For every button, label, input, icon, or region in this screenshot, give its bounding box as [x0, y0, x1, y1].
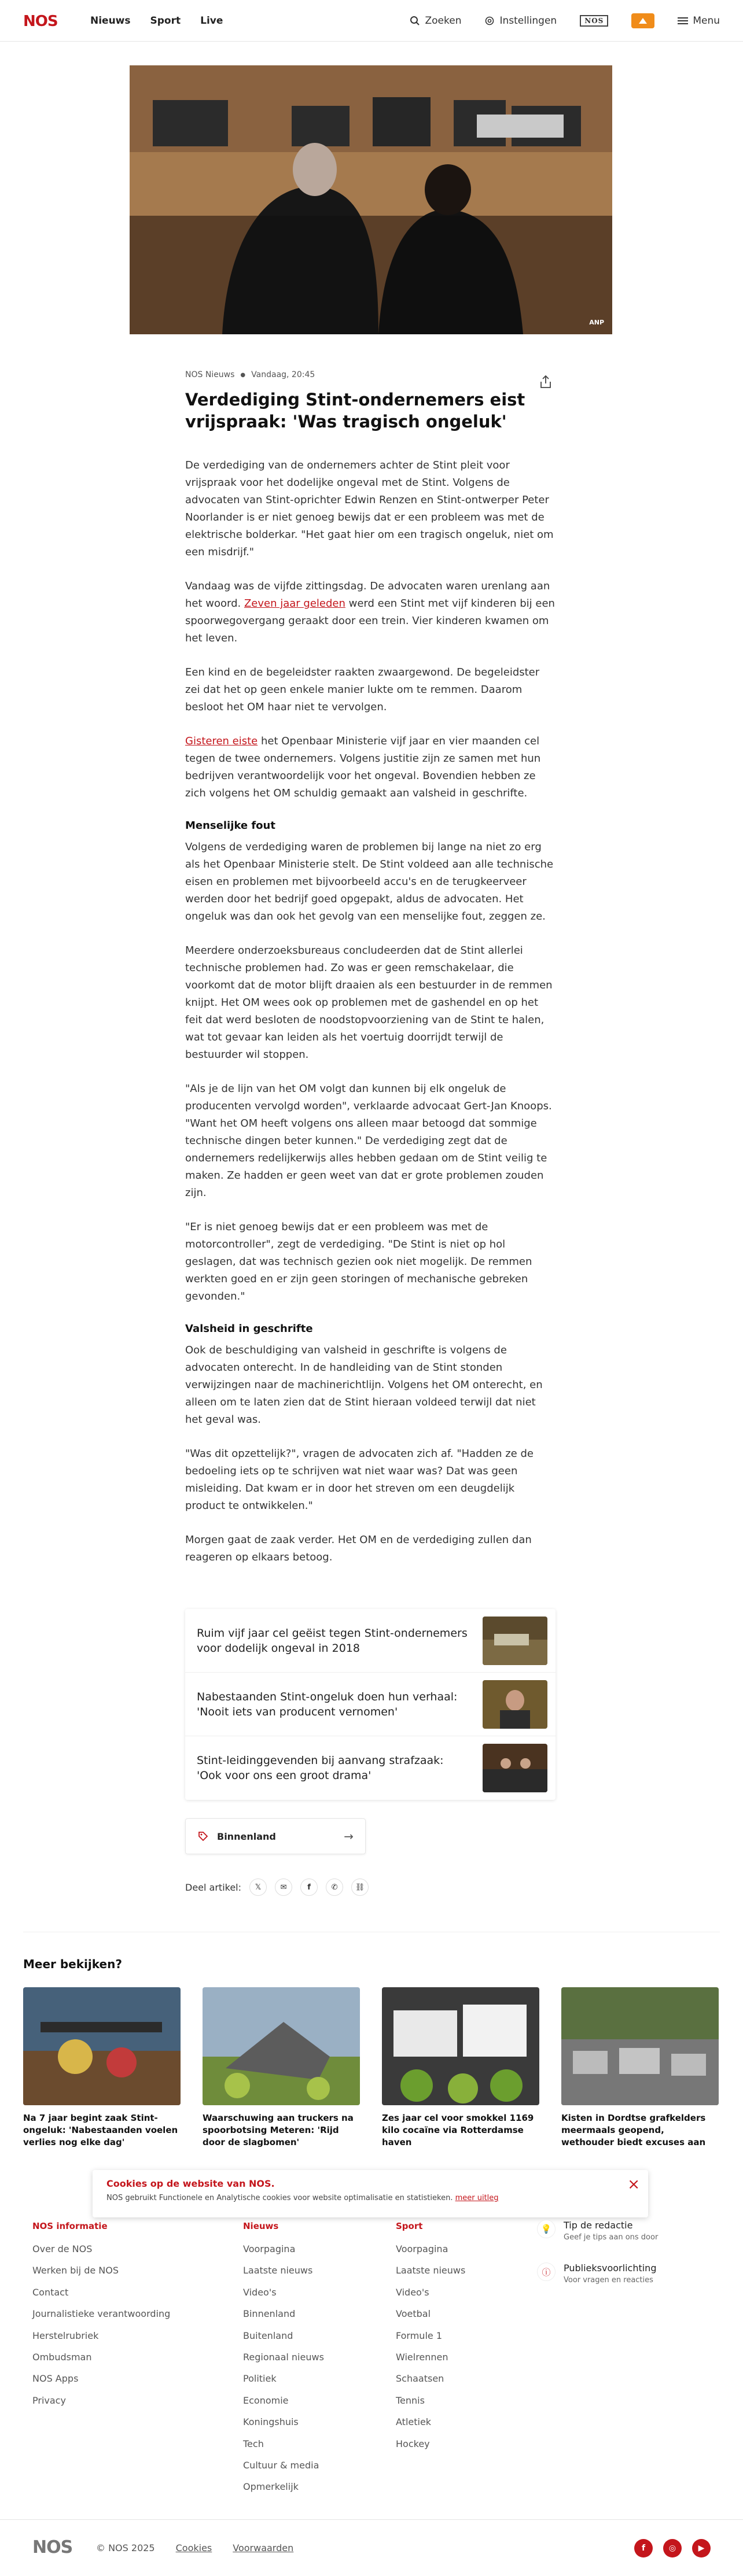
hero-image	[130, 65, 612, 334]
subheading-menselijke-fout: Menselijke fout	[185, 820, 275, 832]
footer-link[interactable]: Journalistieke verantwoording	[32, 2308, 171, 2320]
footer-link[interactable]: Hockey	[396, 2438, 430, 2449]
related-thumbnail	[483, 1744, 547, 1792]
footer-link[interactable]: Voetbal	[396, 2308, 431, 2320]
paragraph-5: Volgens de verdediging waren de problemen bij lange na niet zo erg als het Openbaar Ministerie stelt. De Stint voldeed aan alle technische eisen en problemen met bijvoorbeeld accu's en de terugkeerveer werden door het bedrijf goed opgepakt, aldus de advocaten. Het ongeluk was dan ook het gevolg van een menselijke fout, zeggen ze.	[185, 841, 554, 922]
cookie-text: NOS gebruikt Functionele en Analytische cookies voor website optimalisatie en statistieken.	[106, 2194, 453, 2202]
footer-link[interactable]: Video's	[243, 2286, 277, 2298]
search-icon	[410, 16, 420, 26]
gear-icon	[484, 16, 495, 26]
footer-link[interactable]: Laatste nieuws	[396, 2265, 466, 2276]
hamburger-icon	[678, 17, 688, 25]
paragraph-2-text-a: Vandaag was de vijfde zittingsdag. De advocaten waren urenlang aan het woord.	[185, 580, 550, 610]
footer-link[interactable]: Binnenland	[243, 2308, 296, 2320]
paragraph-2-text-b: werd een Stint met vijf kinderen bij een spoorwegovergang geraakt door een trein. Vier kinderen kwamen om het leven.	[185, 597, 555, 644]
related-title: Stint-leidinggevenden bij aanvang strafzaak: 'Ook voor ons een groot drama'	[197, 1754, 444, 1782]
more-heading: Meer bekijken?	[23, 1957, 122, 1971]
tag-label: Binnenland	[217, 1830, 276, 1842]
cookie-more-link[interactable]: meer uitleg	[455, 2194, 499, 2202]
cookies-link[interactable]: Cookies	[175, 2542, 212, 2553]
youtube-icon[interactable]: ▶	[692, 2539, 711, 2557]
link-gisteren-eiste[interactable]: Gisteren eiste	[185, 735, 258, 747]
courtroom-photo	[130, 65, 612, 334]
cookie-banner	[93, 2170, 648, 2217]
footer-link[interactable]: Buitenland	[243, 2330, 293, 2341]
copyright: © NOS 2025	[96, 2542, 155, 2553]
footer-link[interactable]: Herstelrubriek	[32, 2330, 99, 2341]
footer-nos-logo[interactable]	[32, 2538, 79, 2558]
footer-col-sport	[396, 2221, 465, 2455]
menu-label: Menu	[693, 14, 720, 27]
info-icon: ⓘ	[537, 2263, 556, 2281]
menu-button[interactable]	[678, 15, 720, 27]
nos-logo-mark	[32, 2538, 79, 2556]
footer-link[interactable]: Regionaal nieuws	[243, 2352, 324, 2363]
tag-icon	[197, 1830, 209, 1842]
card-title: Kisten in Dordtse grafkelders meermaals geopend, wethouder biedt excuses aan	[561, 2113, 706, 2147]
paragraph-11: Morgen gaat de zaak verder. Het OM en de verdediging zullen dan reageren op elkaars betoog.	[185, 1534, 532, 1563]
terms-link[interactable]: Voorwaarden	[233, 2542, 294, 2553]
paragraph-7: "Als je de lijn van het OM volgt dan kunnen bij elk ongeluk de producenten vervolgd worden", verklaarde advocaat Gert-Jan Knoops. "Want het OM heeft volgens ons alleen maar betoogd dat sommige technische dingen beter kunnen." De verdediging zegt dat de ondernemers redelijkerwijs alles hebben gedaan om de Stint veilig te maken. Ze hadden er geen weet van dat er grote problemen zouden zijn.	[185, 1083, 552, 1199]
tip-redactie-link[interactable]	[537, 2220, 658, 2242]
footer-link[interactable]: Ombudsman	[32, 2352, 92, 2363]
related-thumbnail	[483, 1617, 547, 1665]
spark-icon	[638, 17, 648, 25]
footer-link[interactable]: Politiek	[243, 2373, 277, 2385]
lightbulb-icon: 💡	[537, 2220, 556, 2238]
nos-badge-link[interactable]: NOS	[580, 15, 608, 27]
main-nav	[90, 15, 223, 27]
article-title: Verdediging Stint-ondernemers eist vrijspraak: 'Was tragisch ongeluk'	[185, 390, 525, 431]
footer-link[interactable]: Over de NOS	[32, 2243, 93, 2254]
footer-tips	[537, 2220, 658, 2305]
paragraph-9: Ook de beschuldiging van valsheid in geschrifte is volgens de advocaten onterecht. In de handleiding van de Stint stonden verwijzingen naar de machinerichtlijn. Volgens het OM onterecht, en alleen om te laten zien dat de Stint hieraan voldeed terwijl dat niet het geval was.	[185, 1344, 543, 1426]
footer-heading: Sport	[396, 2221, 423, 2231]
more-card[interactable]	[561, 1987, 719, 2149]
publieksvoorlichting-link[interactable]	[537, 2263, 658, 2285]
share-whatsapp-button[interactable]	[326, 1879, 343, 1896]
tip-title: Tip de redactie	[564, 2220, 633, 2231]
footer-link[interactable]: Laatste nieuws	[243, 2265, 313, 2276]
meta-separator: ●	[240, 371, 246, 378]
footer-bottom	[0, 2519, 743, 2576]
card-image	[203, 1987, 360, 2105]
card-image	[23, 1987, 181, 2105]
article-date: Vandaag, 20:45	[251, 370, 315, 379]
search-button[interactable]	[410, 15, 461, 27]
svg-text:NOS: NOS	[32, 2538, 73, 2556]
footer-link[interactable]: Werken bij de NOS	[32, 2265, 119, 2276]
footer-link[interactable]: Voorpagina	[243, 2243, 296, 2254]
more-card[interactable]	[382, 1987, 539, 2149]
arrow-right-icon: →	[344, 1829, 354, 1843]
related-item[interactable]	[185, 1736, 556, 1800]
footer-link[interactable]: Opmerkelijk	[243, 2481, 299, 2493]
close-icon[interactable]: ×	[627, 2176, 640, 2193]
nav-sport[interactable]: Sport	[150, 14, 181, 27]
paragraph-1: De verdediging van de ondernemers achter de Stint pleit voor vrijspraak voor het dodelijke ongeval met de Stint. Volgens de advocaten van Stint-oprichter Edwin Renzen en Stint-ontwerper Peter Noorlander is er niet genoeg bewijs dat er een probleem was met de elektrische bolderkar. "Het gaat hier om een tragisch ongeluk, niet om een misdrijf."	[185, 459, 554, 558]
more-card[interactable]	[203, 1987, 360, 2149]
footer-link[interactable]: Wielrennen	[396, 2352, 448, 2363]
search-label: Zoeken	[425, 14, 462, 27]
footer-link[interactable]: Tech	[243, 2438, 264, 2449]
article-meta	[185, 370, 556, 379]
tip-sub: Voor vragen en reacties	[564, 2276, 653, 2285]
site-header	[0, 0, 743, 42]
footer-col-nieuws	[243, 2221, 324, 2498]
share-link-button[interactable]	[351, 1879, 369, 1896]
card-title: Zes jaar cel voor smokkel 1169 kilo cocaïne via Rotterdamse haven	[382, 2113, 534, 2147]
paragraph-6: Meerdere onderzoeksbureaus concludeerden dat de Stint allerlei technische problemen had. Zo was er geen remschakelaar, die voorkomt dat de motor blijft draaien als een bestuurder in de remmen knijpt. Het OM wees ook op problemen met de gashendel en op het feit dat werd besloten de noodstopvoorziening van de Stint te halen, wat tot gevaar kan leiden als het voertuig doorrijdt terwijl de bestuurder wil stoppen.	[185, 944, 553, 1061]
article-source: NOS Nieuws	[185, 370, 235, 379]
mail-icon: ✉	[280, 1883, 287, 1892]
svg-text:NOS: NOS	[23, 13, 58, 28]
share-label: Deel artikel:	[185, 1881, 242, 1893]
share-x-button[interactable]	[249, 1879, 267, 1896]
footer-link[interactable]: Cultuur & media	[243, 2460, 319, 2471]
facebook-icon: f	[307, 1883, 311, 1892]
footer-link[interactable]: Atletiek	[396, 2416, 432, 2428]
related-title: Ruim vijf jaar cel geëist tegen Stint-ondernemers voor dodelijk ongeval in 2018	[197, 1626, 468, 1655]
subheading-valsheid: Valsheid in geschrifte	[185, 1323, 313, 1335]
footer-link[interactable]: Voorpagina	[396, 2243, 448, 2254]
settings-button[interactable]	[484, 15, 557, 27]
paragraph-10: "Was dit opzettelijk?", vragen de advocaten zich af. "Hadden ze de bedoeling iets op te schrijven wat niet waar was? Dat was geen misleiding. Dat kwam er in door het streven om een deugdelijk product te ontwikkelen."	[185, 1448, 534, 1512]
link-icon: ⛓	[355, 1883, 365, 1892]
paragraph-3: Een kind en de begeleidster raakten zwaargewond. De begeleidster zei dat het op geen enkele manier lukte om te remmen. Daarom besloot het OM haar niet te vervolgen.	[185, 666, 540, 713]
card-title: Waarschuwing aan truckers na spoorbotsing Meteren: 'Rijd door de slagbomen'	[203, 2113, 354, 2147]
instagram-icon[interactable]: ◎	[663, 2539, 682, 2557]
paragraph-4-text: het Openbaar Ministerie vijf jaar en vier maanden cel tegen de twee ondernemers. Volgens justitie zijn ze samen met hun bedrijven verantwoordelijk voor het ongeval. Bovendien hebben ze zich volgens het OM schuldig gemaakt aan valsheid in geschrifte.	[185, 735, 541, 799]
footer-link[interactable]: Schaatsen	[396, 2373, 444, 2385]
footer-link[interactable]: Video's	[396, 2286, 429, 2298]
social-links	[634, 2539, 711, 2557]
category-tag-binnenland[interactable]	[185, 1818, 366, 1854]
tip-title: Publieksvoorlichting	[564, 2263, 657, 2274]
footer-heading: NOS informatie	[32, 2221, 108, 2231]
card-image	[382, 1987, 539, 2105]
card-image	[561, 1987, 719, 2105]
share-email-button[interactable]	[275, 1879, 292, 1896]
footer-link[interactable]: Privacy	[32, 2394, 66, 2406]
photo-credit: ANP	[589, 319, 604, 326]
link-zeven-jaar-geleden[interactable]: Zeven jaar geleden	[244, 597, 345, 610]
cookie-body	[106, 2194, 634, 2202]
footer-link[interactable]: Koningshuis	[243, 2416, 299, 2428]
related-title: Nabestaanden Stint-ongeluk doen hun verhaal: 'Nooit iets van producent vernomen'	[197, 1690, 458, 1718]
footer-link[interactable]: Formule 1	[396, 2330, 442, 2341]
cookie-title: Cookies op de website van NOS.	[106, 2178, 275, 2189]
related-item[interactable]	[185, 1673, 556, 1736]
share-facebook-button[interactable]	[300, 1879, 318, 1896]
card-title: Na 7 jaar begint zaak Stint-ongeluk: 'Nabestaanden voelen verlies nog elke dag'	[23, 2113, 178, 2147]
nos-logo[interactable]	[23, 13, 65, 28]
nav-live[interactable]: Live	[200, 14, 223, 27]
paragraph-8: "Er is niet genoeg bewijs dat er een probleem was met de motorcontroller", zegt de verdediging. "De Stint is niet op hol geslagen, dat was technisch gezien ook niet mogelijk. De remmen werkten goed en er zijn geen storingen of mechanische gebreken gevonden."	[185, 1221, 532, 1302]
facebook-icon[interactable]: f	[634, 2539, 653, 2557]
nav-nieuws[interactable]: Nieuws	[90, 14, 131, 27]
footer-link[interactable]: Tennis	[396, 2394, 425, 2406]
footer-link[interactable]: NOS Apps	[32, 2373, 79, 2385]
settings-label: Instellingen	[499, 14, 557, 27]
nos-logo-mark	[23, 13, 65, 28]
more-card[interactable]	[23, 1987, 181, 2149]
whatsapp-icon: ✆	[331, 1883, 338, 1892]
paragraph-4	[185, 733, 556, 802]
orange-app-button[interactable]	[631, 13, 654, 28]
share-bar	[185, 1879, 369, 1896]
related-item[interactable]	[185, 1609, 556, 1673]
more-cards	[23, 1987, 719, 2149]
related-thumbnail	[483, 1680, 547, 1729]
footer-link[interactable]: Economie	[243, 2394, 289, 2406]
x-icon: 𝕏	[255, 1883, 262, 1892]
article	[185, 370, 556, 1583]
tip-sub: Geef je tips aan ons door	[564, 2233, 659, 2242]
related-articles	[185, 1609, 556, 1800]
paragraph-2	[185, 578, 556, 647]
footer-col-info	[32, 2221, 170, 2411]
footer-heading: Nieuws	[243, 2221, 279, 2231]
footer-link[interactable]: Contact	[32, 2286, 69, 2298]
